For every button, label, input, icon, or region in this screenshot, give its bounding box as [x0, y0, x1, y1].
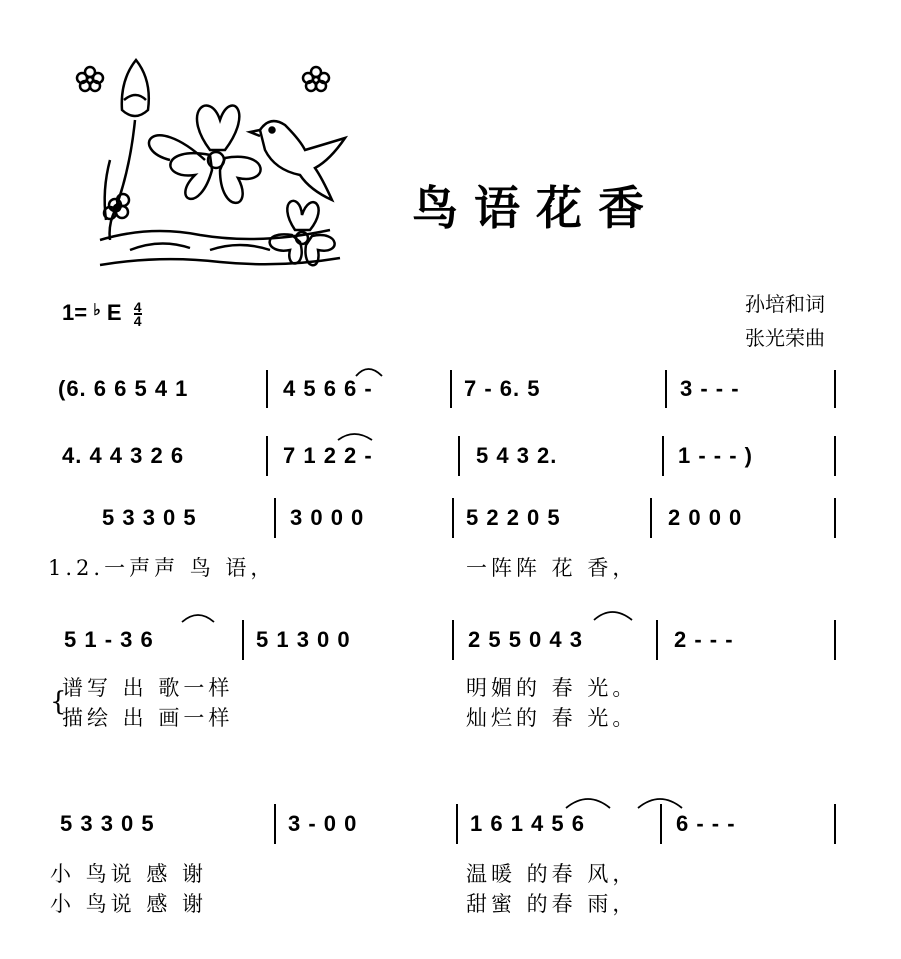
- measure-3-1: 5 3 3 0 5: [102, 505, 197, 530]
- key-letter: E: [106, 300, 122, 325]
- lyric-5-d: 甜蜜 的春 雨，: [466, 892, 638, 916]
- measure-1-4: 3 - - -: [680, 376, 740, 401]
- measure-2-4: 1 - - - ): [678, 443, 753, 468]
- measure-5-1: 5 3 3 0 5: [60, 811, 155, 836]
- measure-2-2: 7 1 2 2 -: [283, 443, 373, 468]
- measure-1-1: (6. 6 6 5 4 1: [58, 376, 189, 401]
- measure-1-3: 7 - 6. 5: [464, 376, 541, 401]
- lyric-4-a: 谱写 出 歌一样: [62, 676, 234, 700]
- measure-4-1: 5 1 - 3 6: [64, 627, 154, 652]
- key-prefix: 1=: [62, 300, 88, 325]
- time-top: 4: [133, 299, 142, 316]
- lyric-4-c: 描绘 出 画一样: [62, 706, 234, 730]
- measure-3-3: 5 2 2 0 5: [466, 505, 561, 530]
- lyric-5-a: 小 鸟说 感 谢: [50, 862, 208, 886]
- verse-brace: {: [50, 687, 71, 717]
- lyric-4-b: 明媚的 春 光。: [466, 676, 638, 700]
- time-bottom: 4: [133, 313, 142, 330]
- measure-5-2: 3 - 0 0: [288, 811, 358, 836]
- measure-3-2: 3 0 0 0: [290, 505, 365, 530]
- measure-5-3: 1 6 1 4 5 6: [470, 811, 585, 836]
- measure-4-3: 2 5 5 0 4 3: [468, 627, 583, 652]
- measure-1-2: 4 5 6 6 -: [283, 376, 373, 401]
- composer-credit: 张光荣曲: [745, 326, 825, 350]
- lyric-3-a: 1.2.一声声 鸟 语，: [48, 556, 276, 580]
- flat-symbol: ♭: [93, 302, 101, 319]
- measure-3-4: 2 0 0 0: [668, 505, 743, 530]
- lyric-4-d: 灿烂的 春 光。: [466, 706, 638, 730]
- song-title: 鸟语花香: [412, 181, 660, 235]
- measure-2-1: 4. 4 4 3 2 6: [62, 443, 185, 468]
- lyricist-credit: 孙培和词: [745, 292, 825, 316]
- measure-4-2: 5 1 3 0 0: [256, 627, 351, 652]
- lyric-3-b: 一阵阵 花 香，: [466, 556, 638, 580]
- lyric-5-b: 温暖 的春 风，: [466, 862, 638, 886]
- lyric-5-c: 小 鸟说 感 谢: [50, 892, 208, 916]
- measure-4-4: 2 - - -: [674, 627, 734, 652]
- measure-5-4: 6 - - -: [676, 811, 736, 836]
- measure-2-3: 5 4 3 2.: [476, 443, 558, 468]
